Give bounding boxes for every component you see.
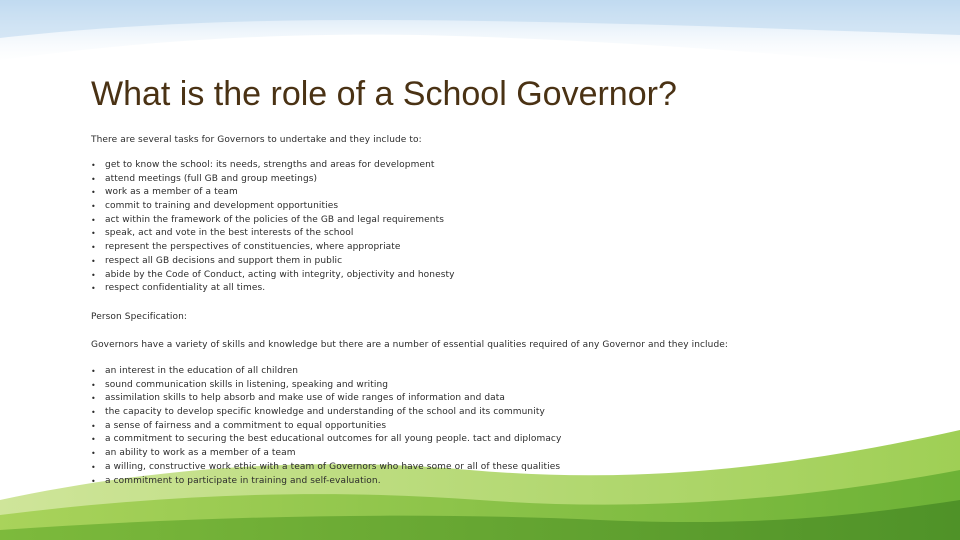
- bullet-icon: •: [91, 256, 96, 266]
- bullet-icon: •: [91, 270, 96, 280]
- bullet-icon: •: [91, 408, 96, 418]
- bullet-icon: •: [91, 215, 96, 225]
- slide: What is the role of a School Governor? There are several tasks for Governors to undertake and they include to: • get to know the school: its needs, strengths and areas for development • attend meetings (full GB and group meetings) • work as a member of a team • commit to training and development opportunities • act within the framework of the policies of the GB and legal requirements • speak, act and vote in the best interests of the school • represent the perspectives of constituencies, where appropriate • respect all GB decisions and support them in public • abide by the Code of Conduct, acting with integrity, objectivity and honesty • respect confidentiality at all times. Person Specification: Governors have a variety of skills and knowledge but there are a number of essential qualities required of any Governor and they include: • an interest in the education of all children • sound communication skills in listening, speaking and writing • assimilation skills to help absorb and make use of wide ranges of information and data • the capacity to develop specific knowledge and understanding of the school and its community • a sense of fairness and a commitment to equal opportunities • a commitment to securing the best educational outcomes for all young people. tact and diplomacy • an ability to work as a member of a team • a willing, constructive work ethic with a team of Governors who have some or all of these qualities • a commitment to participate in training and self-evaluation.: [0, 0, 960, 540]
- bullet-icon: •: [91, 243, 96, 253]
- tasks-intro: There are several tasks for Governors to undertake and they include to:: [91, 135, 422, 145]
- bullet-icon: •: [91, 476, 96, 486]
- person-spec-heading: Person Specification:: [91, 312, 188, 322]
- bullet-icon: •: [91, 380, 96, 390]
- bullet-icon: •: [91, 284, 96, 294]
- bullet-icon: •: [91, 229, 96, 239]
- bullet-icon: •: [91, 202, 96, 212]
- page-title: What is the role of a School Governor?: [91, 75, 677, 113]
- bullet-icon: •: [91, 188, 96, 198]
- bullet-icon: •: [91, 174, 96, 184]
- qualities-intro: Governors have a variety of skills and knowledge but there are a number of essential qualities required of any Governor and they include:: [91, 340, 729, 350]
- bullet-icon: •: [91, 367, 96, 376]
- bullet-icon: •: [91, 449, 96, 459]
- bullet-icon: •: [91, 421, 96, 431]
- bullet-icon: •: [91, 394, 96, 404]
- bullet-icon: •: [91, 462, 96, 472]
- bullet-icon: •: [91, 435, 96, 445]
- bullet-icon: •: [91, 161, 96, 170]
